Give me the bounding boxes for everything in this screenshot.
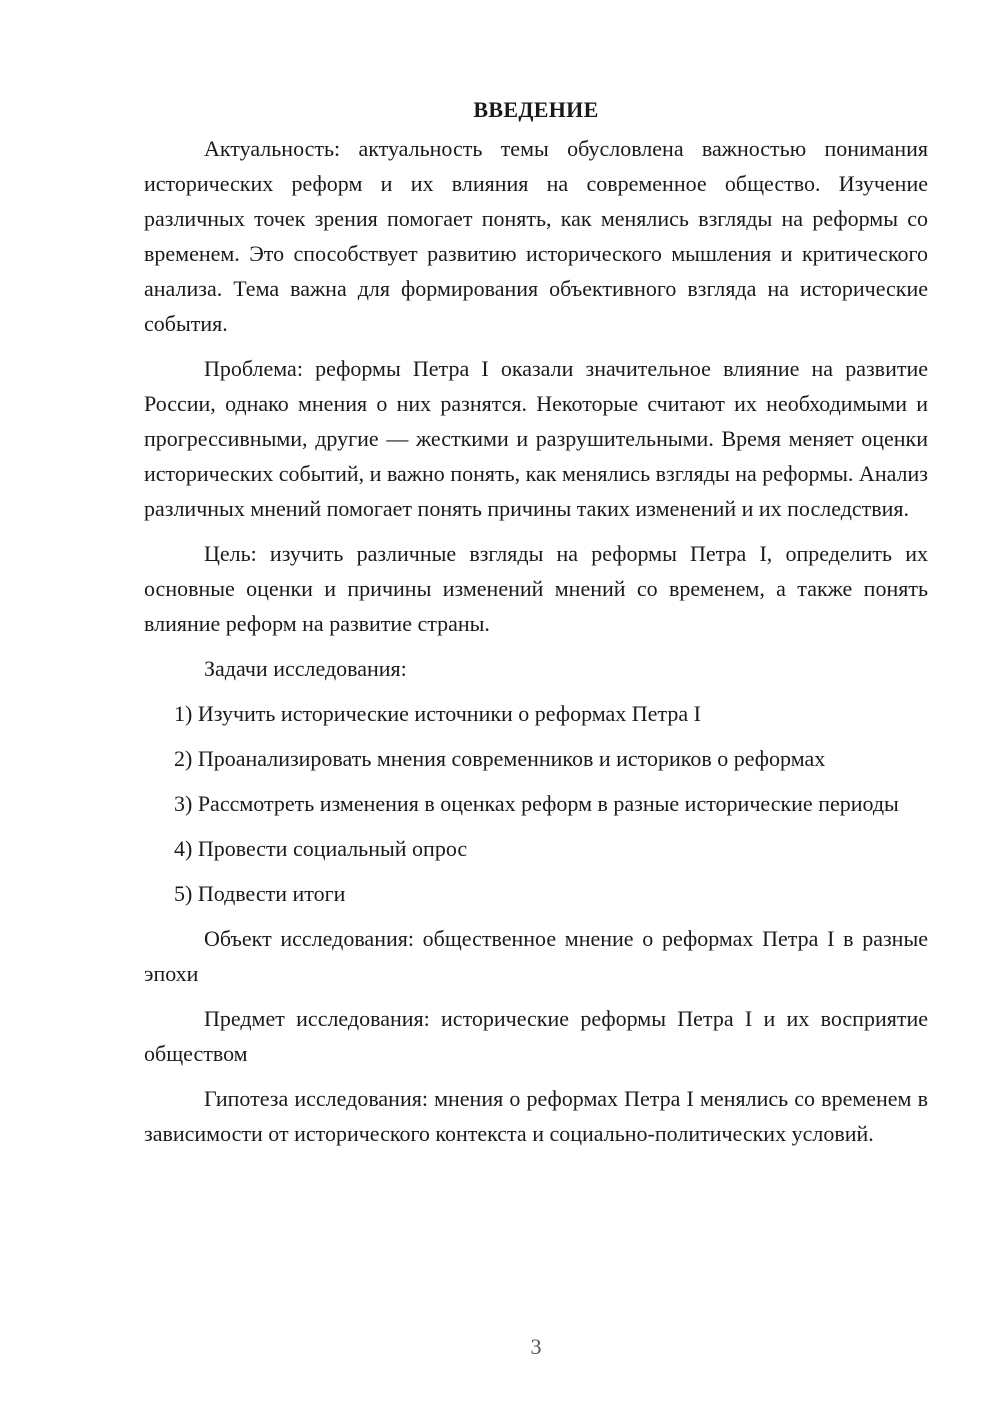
task-item-4: 4) Провести социальный опрос [174, 836, 468, 861]
task-item-1: 1) Изучить исторические источники о реформах Петра I [174, 701, 701, 726]
paragraph-goal: Цель: изучить различные взгляды на реформы Петра I, определить их основные оценки и причины изменений мнений со временем, а также понять влияние реформ на развитие страны. [144, 541, 928, 636]
task-item-3: 3) Рассмотреть изменения в оценках реформ в разные исторические периоды [174, 791, 899, 816]
task-item-5: 5) Подвести итоги [174, 881, 346, 906]
document-page [144, 92, 928, 1161]
page-title: ВВЕДЕНИЕ [473, 97, 599, 122]
task-item-2: 2) Проанализировать мнения современников и историков о реформах [174, 746, 826, 771]
paragraph-object: Объект исследования: общественное мнение о реформах Петра I в разные эпохи [144, 926, 928, 986]
paragraph-relevance: Актуальность: актуальность темы обусловлена важностью понимания исторических реформ и их влияния на современное общество. Изучение различных точек зрения помогает понять, как менялись взгляды на реформы со временем. Это способствует развитию исторического мышления и критического анализа. Тема важна для формирования объективного взгляда на исторические события. [144, 136, 928, 336]
paragraph-hypothesis: Гипотеза исследования: мнения о реформах Петра I менялись со временем в зависимости от исторического контекста и социально-политических условий. [144, 1086, 928, 1146]
page-number: 3 [530, 1334, 542, 1359]
tasks-title: Задачи исследования: [204, 656, 407, 681]
paragraph-problem: Проблема: реформы Петра I оказали значительное влияние на развитие России, однако мнения о них разнятся. Некоторые считают их необходимыми и прогрессивными, другие — жесткими и разрушительными. Время меняет оценки исторических событий, и важно понять, как менялись взгляды на реформы. Анализ различных мнений помогает понять причины таких изменений и их последствия. [144, 356, 928, 521]
paragraph-subject: Предмет исследования: исторические реформы Петра I и их восприятие обществом [144, 1006, 928, 1066]
